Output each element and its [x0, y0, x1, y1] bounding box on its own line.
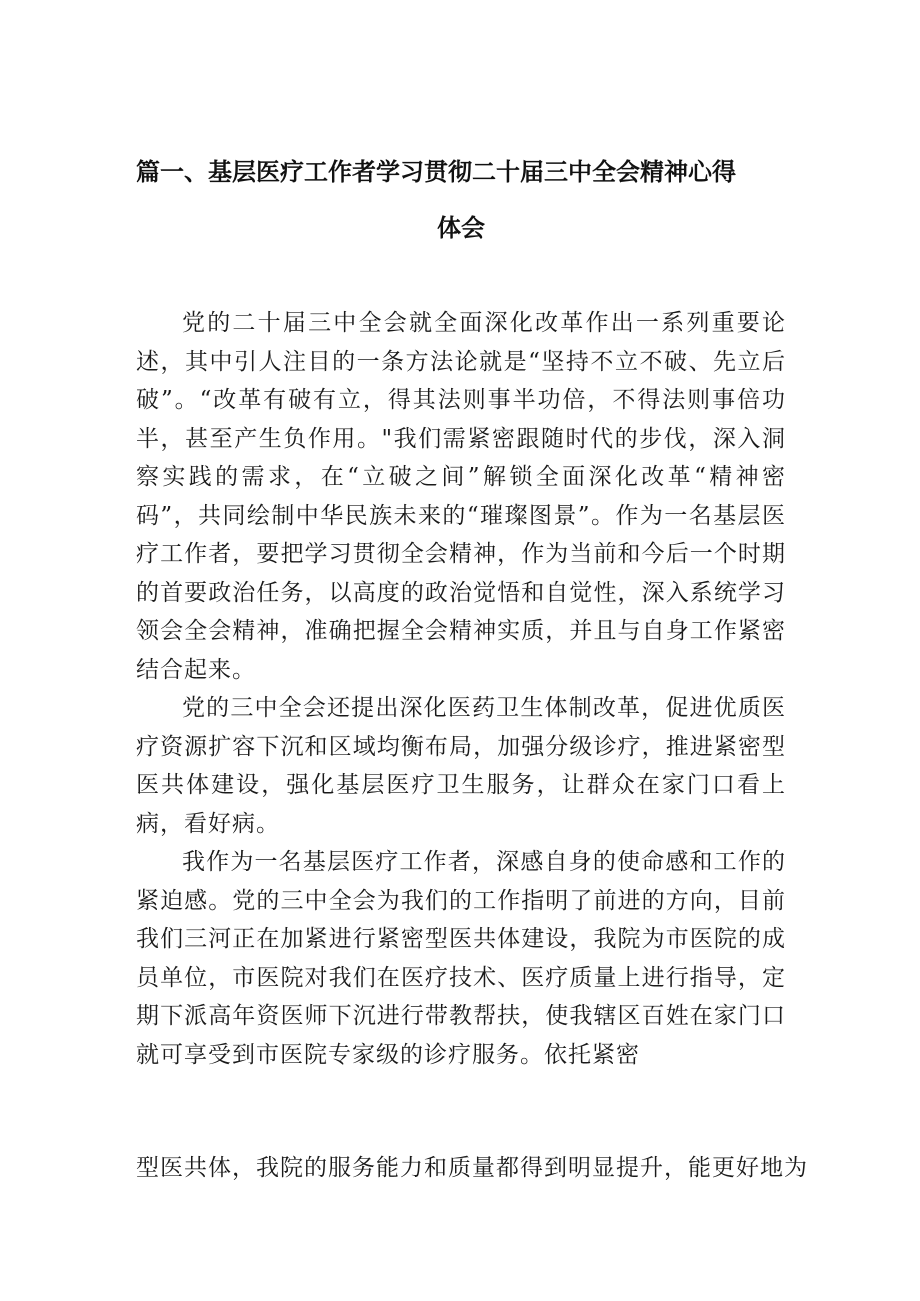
document-body	[136, 304, 786, 1074]
paragraph-2: 党的三中全会还提出深化医药卫生体制改革，促进优质医疗资源扩容下沉和区域均衡布局，加强分级诊疗，推进紧密型医共体建设，强化基层医疗卫生服务，让群众在家门口看上病，看好病。	[136, 695, 786, 837]
document-title-line-1: 篇一、基层医疗工作者学习贯彻二十届三中全会精神心得	[136, 158, 736, 186]
paragraph-continuation: 型医共体，我院的服务能力和质量都得到明显提升，能更好地为	[136, 1155, 808, 1181]
paragraph-3: 我作为一名基层医疗工作者，深感自身的使命感和工作的紧迫感。党的三中全会为我们的工作指明了前进的方向，目前我们三河正在加紧进行紧密型医共体建设，我院为市医院的成员单位，市医院对我们在医疗技术、医疗质量上进行指导，定期下派高年资医师下沉进行带教帮扶，使我辖区百姓在家门口就可享受到市医院专家级的诊疗服务。依托紧密	[136, 849, 786, 1068]
document-title-line-2: 体会	[437, 214, 485, 242]
paragraph-1: 党的二十届三中全会就全面深化改革作出一系列重要论述，其中引人注目的一条方法论就是“坚持不立不破、先立后破”。“改革有破有立，得其法则事半功倍，不得法则事倍功半，甚至产生负作用。"我们需紧密跟随时代的步伐，深入洞察实践的需求，在“立破之间”解锁全面深化改革“精神密码”，共同绘制中华民族未来的“璀璨图景”。作为一名基层医疗工作者，要把学习贯彻全会精神，作为当前和今后一个时期的首要政治任务，以高度的政治觉悟和自觉性，深入系统学习领会全会精神，准确把握全会精神实质，并且与自身工作紧密结合起来。	[136, 310, 786, 683]
